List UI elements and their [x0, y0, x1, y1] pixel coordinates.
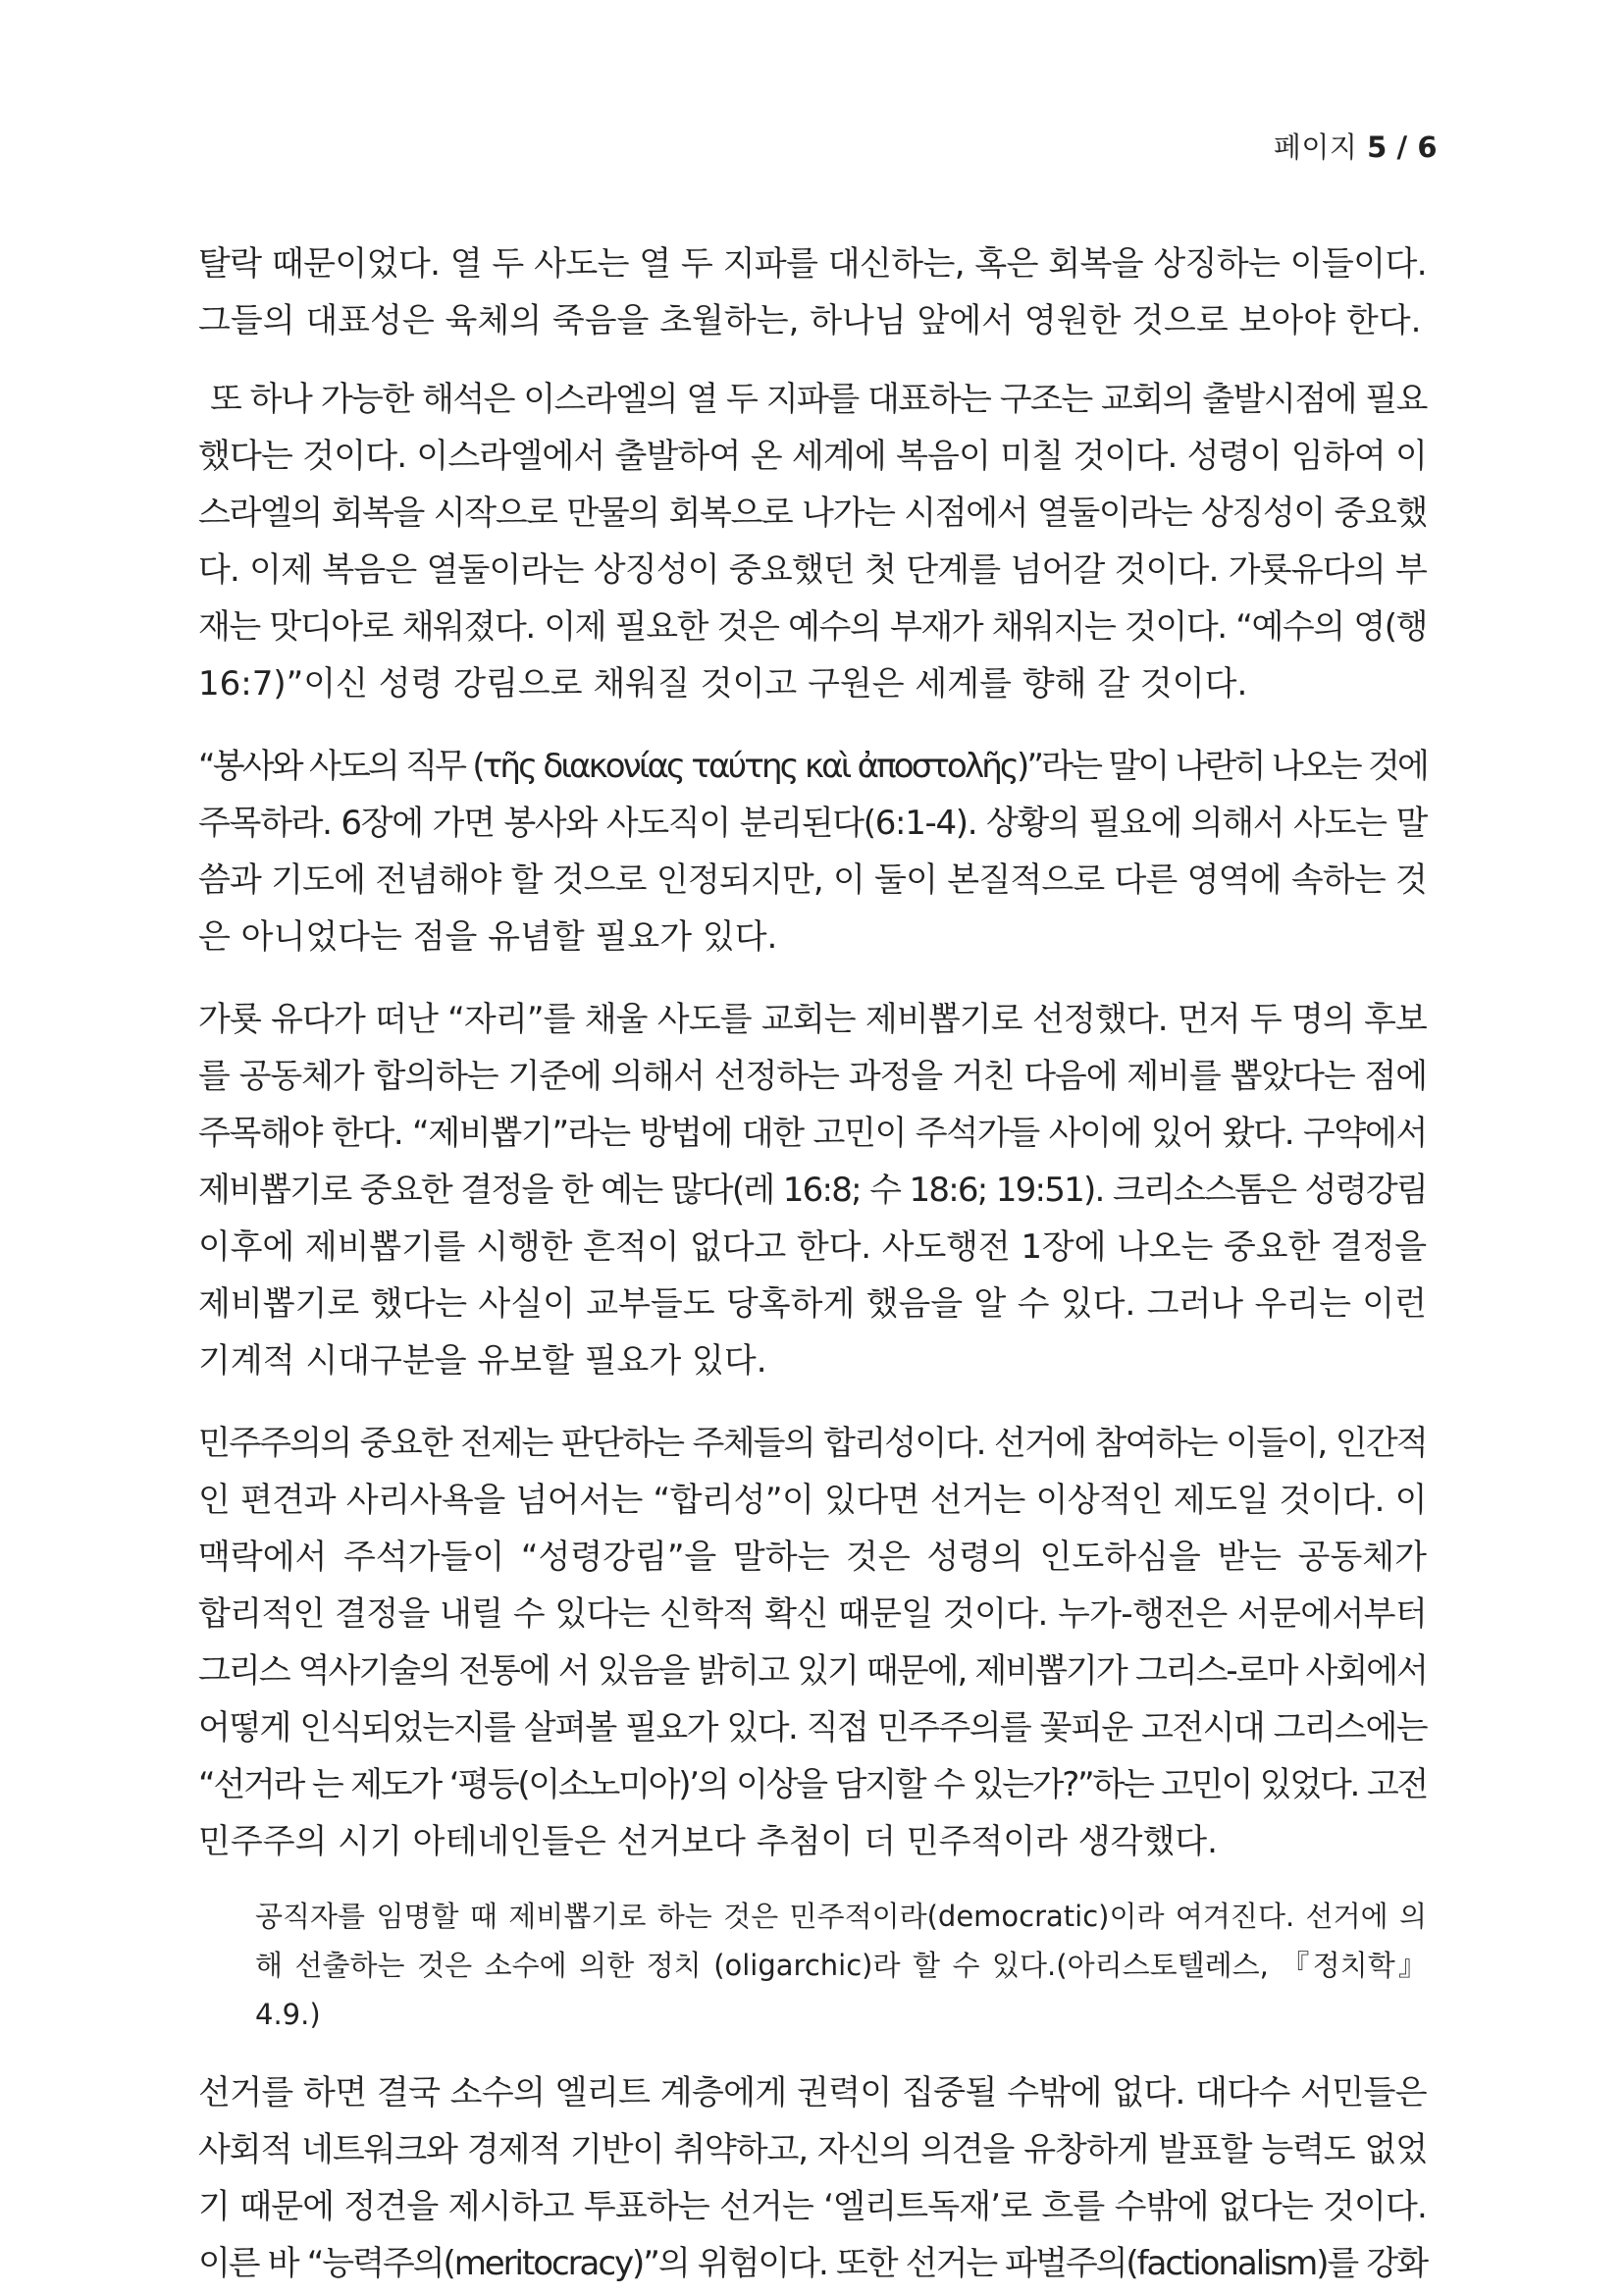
text-line: “봉사와 사도의 직무 (τῆς διακονίας ταύτης καὶ ἀποστολῆς)”라는 말이 나란히 나오는 것에 — [198, 747, 1427, 786]
text-line: 제비뽑기로 했다는 사실이 교부들도 당혹하게 했음을 알 수 있다. 그러나 우리는 이런 — [198, 1284, 1427, 1324]
page-number-header — [1274, 126, 1438, 166]
text-line: 를 공동체가 합의하는 기준에 의해서 선정하는 과정을 거친 다음에 제비를 뽑았다는 점에 — [198, 1057, 1427, 1096]
quote-line: 4.9.) — [255, 1998, 321, 2031]
quote-line: 해 선출하는 것은 소수에 의한 정치 (oligarchic)라 할 수 있다.(아리스토텔레스, 『정치학』 — [255, 1949, 1427, 1982]
text-line: 선거를 하면 결국 소수의 엘리트 계층에게 권력이 집중될 수밖에 없다. 대다수 서민들은 — [198, 2073, 1427, 2112]
text-line: 주목해야 한다. “제비뽑기”라는 방법에 대한 고민이 주석가들 사이에 있어 왔다. 구약에서 — [198, 1114, 1427, 1153]
paragraph-2 — [198, 371, 1427, 712]
text-line: 민주주의 시기 아테네인들은 선거보다 추첨이 더 민주적이라 생각했다. — [198, 1822, 1218, 1861]
block-quote — [255, 1892, 1427, 2039]
paragraph-6 — [198, 2064, 1427, 2292]
text-line: 했다는 것이다. 이스라엘에서 출발하여 온 세계에 복음이 미칠 것이다. 성령이 임하여 이 — [198, 437, 1427, 476]
text-line: 그들의 대표성은 육체의 죽음을 초월하는, 하나님 앞에서 영원한 것으로 보아야 한다. — [198, 301, 1422, 340]
text-line: 맥락에서 주석가들이 “성령강림”을 말하는 것은 성령의 인도하심을 받는 공동체가 — [198, 1538, 1427, 1577]
paragraph-4 — [198, 991, 1427, 1389]
text-line: 기계적 시대구분을 유보할 필요가 있다. — [198, 1341, 767, 1381]
quote-line: 공직자를 임명할 때 제비뽑기로 하는 것은 민주적이라(democratic)이라 여겨진다. 선거에 의 — [255, 1900, 1427, 1933]
paragraph-1 — [198, 235, 1427, 349]
text-line: 인 편견과 사리사욕을 넘어서는 “합리성”이 있다면 선거는 이상적인 제도일 것이다. 이 — [198, 1481, 1427, 1520]
text-line: 주목하라. 6장에 가면 봉사와 사도직이 분리된다(6:1-4). 상황의 필요에 의해서 사도는 말 — [198, 804, 1427, 843]
text-line: 씀과 기도에 전념해야 할 것으로 인정되지만, 이 둘이 본질적으로 다른 영역에 속하는 것 — [198, 861, 1427, 900]
text-line: 스라엘의 회복을 시작으로 만물의 회복으로 나가는 시점에서 열둘이라는 상징성이 중요했 — [198, 494, 1427, 533]
total-pages: 6 — [1417, 130, 1438, 164]
text-line: 은 아니었다는 점을 유념할 필요가 있다. — [198, 917, 778, 957]
text-line: 민주주의의 중요한 전제는 판단하는 주체들의 합리성이다. 선거에 참여하는 이들이, 인간적 — [198, 1424, 1427, 1463]
page-label: 페이지 — [1273, 130, 1358, 164]
text-line: 제비뽑기로 중요한 결정을 한 예는 많다(레 16:8; 수 18:6; 19:51). 크리소스톰은 성령강림 — [198, 1171, 1427, 1210]
text-line: 재는 맛디아로 채워졌다. 이제 필요한 것은 예수의 부재가 채워지는 것이다. “예수의 영(행 — [198, 607, 1427, 647]
text-line: 이후에 제비뽑기를 시행한 흔적이 없다고 한다. 사도행전 1장에 나오는 중요한 결정을 — [198, 1227, 1427, 1267]
text-line: 이른 바 “능력주의(meritocracy)”의 위험이다. 또한 선거는 파벌주의(factionalism)를 강화 — [198, 2244, 1427, 2283]
paragraph-5 — [198, 1415, 1427, 1870]
page-separator: / — [1396, 130, 1408, 164]
text-line: 탈락 때문이었다. 열 두 사도는 열 두 지파를 대신하는, 혹은 회복을 상징하는 이들이다. — [198, 244, 1427, 284]
paragraph-3 — [198, 738, 1427, 965]
text-line: 기 때문에 정견을 제시하고 투표하는 선거는 ‘엘리트독재’로 흐를 수밖에 없다는 것이다. — [198, 2187, 1427, 2226]
text-line: 그리스 역사기술의 전통에 서 있음을 밝히고 있기 때문에, 제비뽑기가 그리스-로마 사회에서 — [198, 1651, 1427, 1691]
text-line: 어떻게 인식되었는지를 살펴볼 필요가 있다. 직접 민주주의를 꽃피운 고전시대 그리스에는 — [198, 1708, 1427, 1747]
text-line: 합리적인 결정을 내릴 수 있다는 신학적 확신 때문일 것이다. 누가-행전은 서문에서부터 — [198, 1594, 1427, 1634]
text-line: 16:7)”이신 성령 강림으로 채워질 것이고 구원은 세계를 향해 갈 것이다. — [198, 664, 1248, 704]
text-line: 다. 이제 복음은 열둘이라는 상징성이 중요했던 첫 단계를 넘어갈 것이다. 가룟유다의 부 — [198, 550, 1427, 590]
text-line: 또 하나 가능한 해석은 이스라엘의 열 두 지파를 대표하는 구조는 교회의 출발시점에 필요 — [210, 380, 1427, 419]
text-line: “선거라 는 제도가 ‘평등(이소노미아)’의 이상을 담지할 수 있는가?”하는 고민이 있었다. 고전 — [198, 1765, 1427, 1804]
document-body — [198, 235, 1427, 2292]
current-page: 5 — [1367, 130, 1388, 164]
text-line: 가룟 유다가 떠난 “자리”를 채울 사도를 교회는 제비뽑기로 선정했다. 먼저 두 명의 후보 — [198, 1000, 1427, 1039]
text-line: 사회적 네트워크와 경제적 기반이 취약하고, 자신의 의견을 유창하게 발표할 능력도 없었 — [198, 2130, 1427, 2169]
